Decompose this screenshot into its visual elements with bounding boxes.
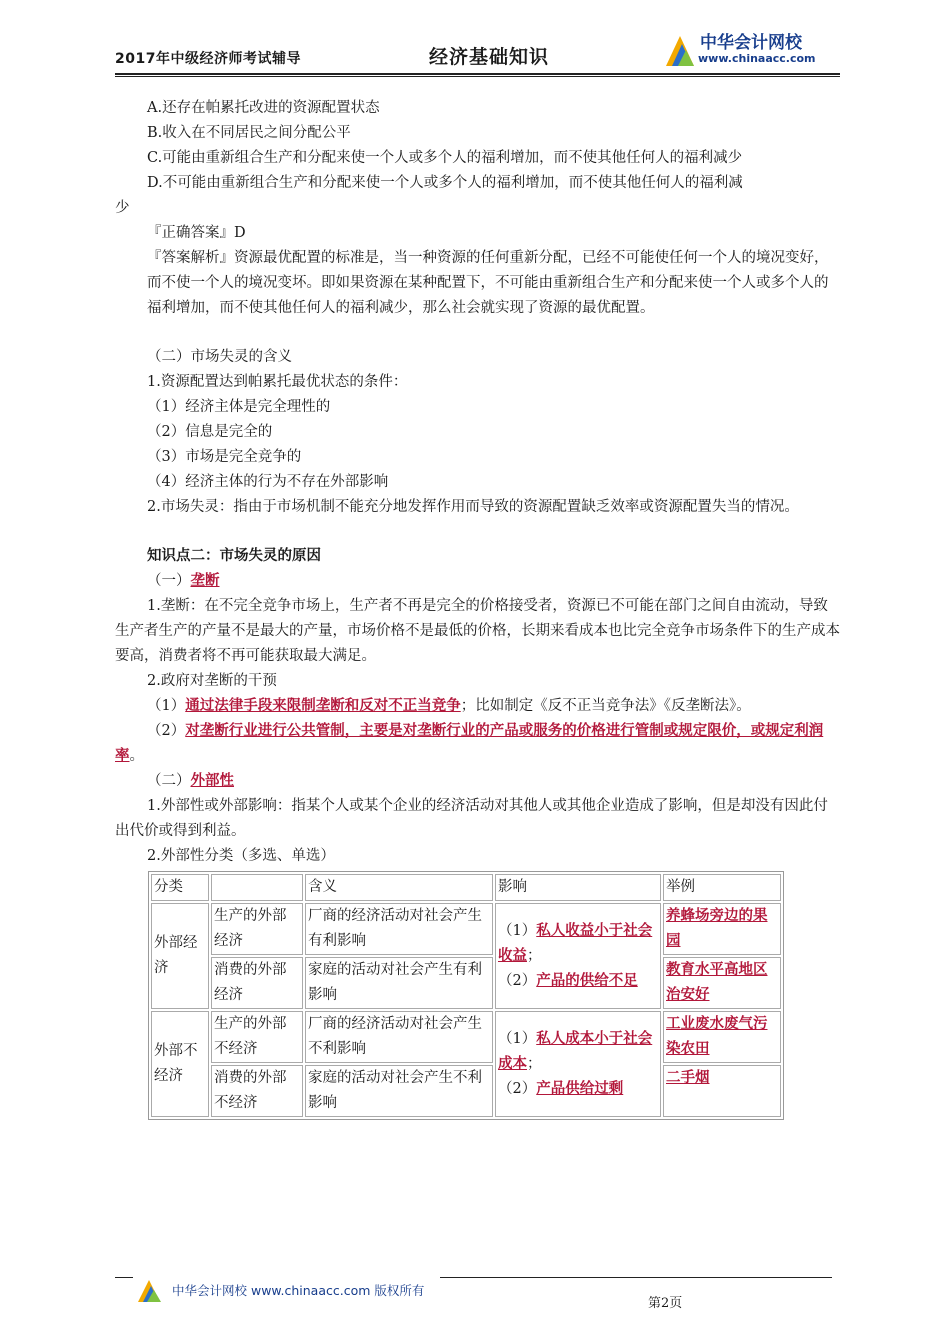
condition-item: （1）经济主体是完全理性的 [147, 399, 331, 415]
section-title: （二）市场失灵的含义 [147, 349, 292, 365]
option-d: D.不可能由重新组合生产和分配来使一个人或多个人的福利增加，而不使其他任何人的福利减 [147, 175, 743, 191]
footer-copyright[interactable]: 中华会计网校 www.chinaacc.com 版权所有 [172, 1283, 425, 1298]
correct-answer: 『正确答案』D [147, 225, 246, 241]
item-prefix: （1） [147, 698, 186, 714]
impact-sep: ； [527, 947, 542, 964]
externality-table [148, 871, 784, 1120]
header-course: 2017年中级经济师考试辅导 [115, 51, 301, 67]
brand-logo[interactable] [662, 28, 840, 72]
option-d-cont: 少 [115, 200, 130, 216]
monopoly-term: 垄断 [190, 573, 220, 589]
page-header [115, 26, 840, 76]
logo-mark-icon [662, 30, 698, 70]
impact-term: 产品供给过剩 [536, 1080, 624, 1097]
heading-prefix: （一） [147, 573, 191, 589]
gov-intervention-title: 2.政府对垄断的干预 [147, 673, 277, 689]
logo-name: 中华会计网校 [700, 33, 802, 53]
externality-class-title: 2.外部性分类（多选、单选） [147, 848, 335, 864]
table-row [151, 903, 781, 955]
footer-rule-left [115, 1277, 133, 1278]
example-cell: 养蜂场旁边的果园 [663, 903, 781, 955]
table-header-row [151, 874, 781, 901]
table-header: 举例 [663, 874, 781, 901]
meaning-cell: 家庭的活动对社会产生不利影响 [305, 1065, 493, 1117]
example-cell: 二手烟 [663, 1065, 781, 1117]
example-cell: 工业废水废气污染农田 [663, 1011, 781, 1063]
table-row [151, 1011, 781, 1063]
sub-cell: 生产的外部不经济 [211, 1011, 303, 1063]
option-a: A.还存在帕累托改进的资源配置状态 [147, 100, 380, 116]
monopoly-heading [115, 569, 840, 594]
condition-item: （2）信息是完全的 [147, 424, 273, 440]
group-cell: 外部不经济 [151, 1011, 209, 1117]
sub-cell: 生产的外部经济 [211, 903, 303, 955]
item-rest: 。 [129, 748, 144, 764]
meaning-cell: 厂商的经济活动对社会产生有利影响 [305, 903, 493, 955]
gov-measure-1 [115, 694, 840, 719]
table-header: 分类 [151, 874, 209, 901]
market-failure-def: 2.市场失灵：指由于市场机制不能充分地发挥作用而导致的资源配置缺乏效率或资源配置失当的情况。 [147, 499, 799, 515]
monopoly-def: 1.垄断：在不完全竞争市场上，生产者不再是完全的价格接受者，资源已不可能在部门之间自由流动，导致生产者生产的产量不是最大的产量，市场价格不是最低的价格，长期来看成本也比完全竞争市场条件下的生产成本要高，消费者将不再可能获取最大满足。 [115, 598, 840, 664]
table-header: 含义 [305, 874, 493, 901]
table-header: 影响 [495, 874, 661, 901]
impact-term: 产品的供给不足 [536, 972, 638, 989]
footer-logo-icon [135, 1276, 165, 1304]
item-prefix: （2） [147, 723, 186, 739]
header-title: 经济基础知识 [429, 46, 550, 68]
highlight-text: 对垄断行业进行公共管制，主要是对垄断行业的产品或服务的价格进行管制或规定限价，或规定利润率 [115, 723, 824, 764]
document-body [115, 96, 840, 1120]
impact-prefix: （1） [498, 1030, 537, 1047]
highlight-text: 通过法律手段来限制垄断和反对不正当竞争 [185, 698, 461, 714]
externality-heading [115, 769, 840, 794]
item-rest: ；比如制定《反不正当竞争法》《反垄断法》。 [460, 698, 751, 714]
knowledge-point-title: 知识点二：市场失灵的原因 [147, 548, 321, 564]
impact-sep: ； [527, 1055, 542, 1072]
impact-prefix: （1） [498, 922, 537, 939]
example-cell: 教育水平高地区治安好 [663, 957, 781, 1009]
heading-prefix: （二） [147, 773, 191, 789]
impact-prefix: （2） [498, 1080, 537, 1097]
meaning-cell: 家庭的活动对社会产生有利影响 [305, 957, 493, 1009]
table-header [211, 874, 303, 901]
condition-item: （4）经济主体的行为不存在外部影响 [147, 474, 389, 490]
externality-term: 外部性 [190, 773, 234, 789]
footer-rule-right [440, 1277, 832, 1278]
option-b: B.收入在不同居民之间分配公平 [147, 125, 351, 141]
sub-cell: 消费的外部经济 [211, 957, 303, 1009]
condition-item: （3）市场是完全竞争的 [147, 449, 302, 465]
header-rule-thin [115, 76, 840, 77]
header-rule [115, 73, 840, 75]
table-row [151, 1065, 781, 1117]
group-cell: 外部经济 [151, 903, 209, 1009]
impact-cell [495, 903, 661, 1009]
option-c: C.可能由重新组合生产和分配来使一个人或多个人的福利增加，而不使其他任何人的福利减少 [147, 150, 743, 166]
impact-term: 私人收益小于社会收益 [498, 922, 653, 964]
page-number: 第2页 [648, 1296, 683, 1311]
sub-cell: 消费的外部不经济 [211, 1065, 303, 1117]
logo-url: www.chinaacc.com [698, 52, 816, 65]
impact-cell [495, 1011, 661, 1117]
meaning-cell: 厂商的经济活动对社会产生不利影响 [305, 1011, 493, 1063]
impact-prefix: （2） [498, 972, 537, 989]
externality-def: 1.外部性或外部影响：指某个人或某个企业的经济活动对其他人或其他企业造成了影响，但是却没有因此付出代价或得到利益。 [115, 798, 828, 839]
impact-term: 私人成本小于社会成本 [498, 1030, 653, 1072]
table-row [151, 957, 781, 1009]
answer-analysis: 『答案解析』资源最优配置的标准是，当一种资源的任何重新分配，已经不可能使任何一个人的境况变好，而不使一个人的境况变坏。即如果资源在某种配置下，不可能由重新组合生产和分配来使一个人或多个人的福利增加，而不使其他任何人的福利减少，那么社会就实现了资源的最优配置。 [147, 250, 829, 316]
pareto-title: 1.资源配置达到帕累托最优状态的条件： [147, 374, 408, 390]
gov-measure-2 [115, 719, 840, 769]
